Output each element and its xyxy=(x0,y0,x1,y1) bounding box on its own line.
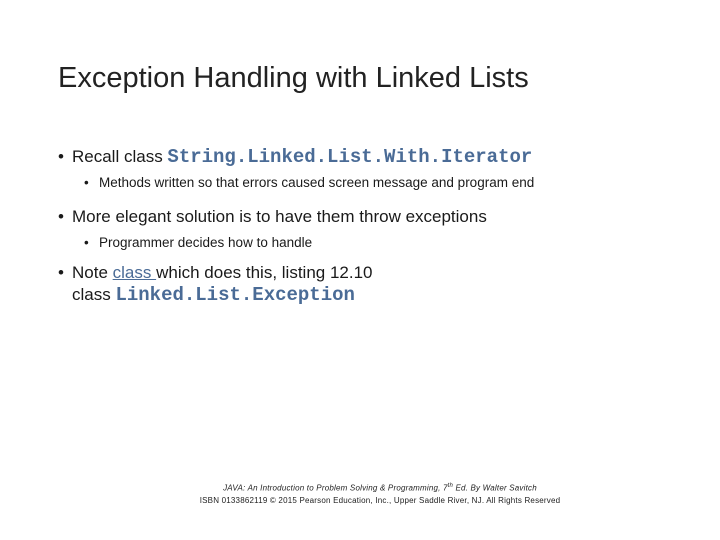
sub-bullet-text: Programmer decides how to handle xyxy=(99,235,313,250)
bullet-list xyxy=(58,146,698,306)
sub-bullet-item xyxy=(58,234,698,252)
bullet-marker: • xyxy=(58,147,64,166)
bullet-continuation xyxy=(58,284,698,306)
sub-bullet-marker: • xyxy=(84,175,89,190)
footer-citation: JAVA: An Introduction to Problem Solving & Programming, 7th Ed. By Walter Savitch xyxy=(223,483,537,493)
slide-footer xyxy=(0,480,720,507)
footer-copyright: ISBN 0133862119 © 2015 Pearson Education, Inc., Upper Saddle River, NJ. All Rights Reserved xyxy=(199,495,561,505)
code-class-name: Linked.List.Exception xyxy=(115,284,355,306)
bullet-item xyxy=(58,146,698,168)
sub-bullet-text: Methods written so that errors caused screen message and program end xyxy=(99,175,535,190)
sub-bullet-item xyxy=(58,174,698,192)
bullet-item xyxy=(58,262,698,284)
bullet-marker: • xyxy=(58,207,64,226)
bullet-item xyxy=(58,206,698,228)
bullet-marker: • xyxy=(58,263,64,282)
continuation-text: class xyxy=(72,285,116,304)
bullet-text: Recall class xyxy=(72,147,168,166)
bullet-text-suffix: which does this, listing 12.10 xyxy=(156,263,373,282)
class-link[interactable]: class xyxy=(112,263,157,282)
bullet-text: Note xyxy=(72,263,113,282)
slide-title: Exception Handling with Linked Lists xyxy=(58,62,529,94)
sub-bullet-marker: • xyxy=(84,235,89,250)
bullet-text: More elegant solution is to have them throw exceptions xyxy=(72,207,487,226)
code-class-name: String.Linked.List.With.Iterator xyxy=(167,146,533,168)
